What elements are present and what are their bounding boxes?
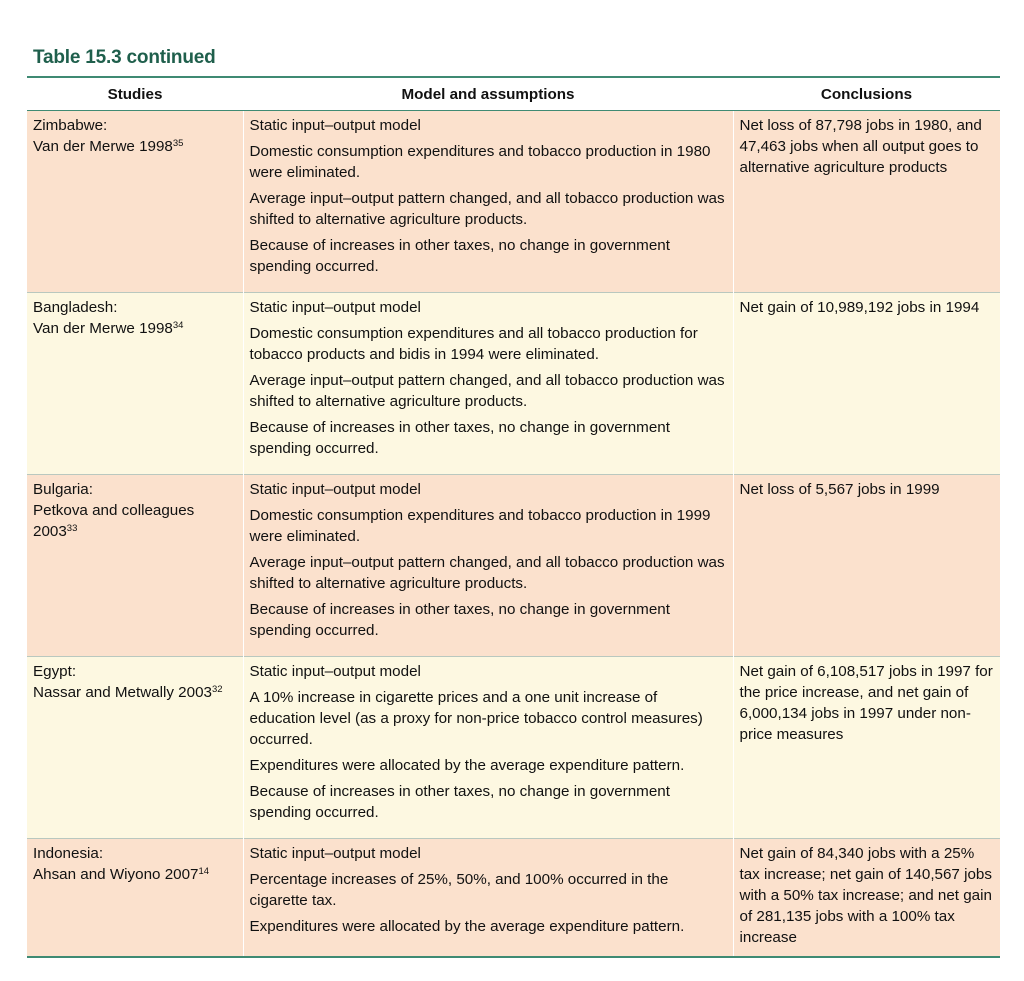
study-cell: [27, 657, 243, 839]
study-author: Nassar and Metwally 2003: [33, 684, 212, 701]
conclusion-cell: Net loss of 5,567 jobs in 1999: [733, 475, 1000, 657]
document-page: [27, 46, 1000, 958]
study-ref: 32: [211, 684, 223, 695]
study-cell: [27, 293, 243, 475]
model-item: Percentage increases of 25%, 50%, and 100% occurred in the cigarette tax.: [249, 871, 669, 909]
model-item: Because of increases in other taxes, no change in government spending occurred.: [249, 601, 670, 639]
study-author: Ahsan and Wiyono 2007: [33, 866, 199, 883]
study-country: Bangladesh:: [33, 299, 118, 316]
table-body: [27, 111, 1000, 957]
model-item: Average input–output pattern changed, and all tobacco production was shifted to alternative agriculture products.: [249, 190, 725, 228]
table-row: [27, 111, 1000, 293]
model-cell: [243, 657, 733, 839]
study-author: Petkova and colleagues 2003: [33, 502, 195, 540]
table-row: [27, 839, 1000, 957]
model-cell: [243, 475, 733, 657]
header-model-assumptions: Model and assumptions: [243, 77, 733, 111]
model-item: Because of increases in other taxes, no change in government spending occurred.: [249, 237, 670, 275]
conclusion-cell: Net loss of 87,798 jobs in 1980, and 47,463 jobs when all output goes to alternative agriculture products: [733, 111, 1000, 293]
conclusion-cell: Net gain of 6,108,517 jobs in 1997 for the price increase, and net gain of 6,000,134 jobs in 1997 under non-price measures: [733, 657, 1000, 839]
model-item: Domestic consumption expenditures and tobacco production in 1980 were eliminated.: [249, 143, 711, 181]
model-cell: [243, 111, 733, 293]
model-cell: [243, 293, 733, 475]
model-item: Domestic consumption expenditures and tobacco production in 1999 were eliminated.: [249, 507, 711, 545]
model-cell: [243, 839, 733, 957]
model-item: Because of increases in other taxes, no change in government spending occurred.: [249, 783, 670, 821]
study-ref: 33: [66, 523, 78, 534]
conclusion-cell: Net gain of 84,340 jobs with a 25% tax increase; net gain of 140,567 jobs with a 50% tax increase; and net gain of 281,135 jobs with a 100% tax increase: [733, 839, 1000, 957]
table-row: [27, 657, 1000, 839]
model-item: Expenditures were allocated by the average expenditure pattern.: [249, 918, 685, 935]
study-country: Bulgaria:: [33, 481, 93, 498]
studies-table: [27, 76, 1000, 958]
model-item: Static input–output model: [249, 299, 421, 316]
table-title: Table 15.3 continued: [33, 47, 216, 68]
model-item: Because of increases in other taxes, no change in government spending occurred.: [249, 419, 670, 457]
header-conclusions: Conclusions: [733, 77, 1000, 111]
model-item: A 10% increase in cigarette prices and a one unit increase of education level (as a proxy for non-price tobacco control measures) occurred.: [249, 689, 703, 748]
study-ref: 35: [172, 138, 184, 149]
table-header: [27, 77, 1000, 111]
model-item: Static input–output model: [249, 845, 421, 862]
header-studies: Studies: [27, 77, 243, 111]
table-row: [27, 475, 1000, 657]
study-cell: [27, 475, 243, 657]
model-item: Static input–output model: [249, 663, 421, 680]
model-item: Expenditures were allocated by the average expenditure pattern.: [249, 757, 685, 774]
model-item: Average input–output pattern changed, and all tobacco production was shifted to alternative agriculture products.: [249, 372, 725, 410]
study-author: Van der Merwe 1998: [33, 320, 173, 337]
study-country: Zimbabwe:: [33, 117, 108, 134]
study-author: Van der Merwe 1998: [33, 138, 173, 155]
study-country: Indonesia:: [33, 845, 104, 862]
model-item: Static input–output model: [249, 117, 421, 134]
study-ref: 14: [198, 866, 210, 877]
model-item: Average input–output pattern changed, and all tobacco production was shifted to alternative agriculture products.: [249, 554, 725, 592]
model-item: Domestic consumption expenditures and all tobacco production for tobacco products and bidis in 1994 were eliminated.: [249, 325, 698, 363]
study-country: Egypt:: [33, 663, 77, 680]
study-cell: [27, 839, 243, 957]
model-item: Static input–output model: [249, 481, 421, 498]
study-cell: [27, 111, 243, 293]
conclusion-cell: Net gain of 10,989,192 jobs in 1994: [733, 293, 1000, 475]
table-row: [27, 293, 1000, 475]
study-ref: 34: [172, 320, 184, 331]
